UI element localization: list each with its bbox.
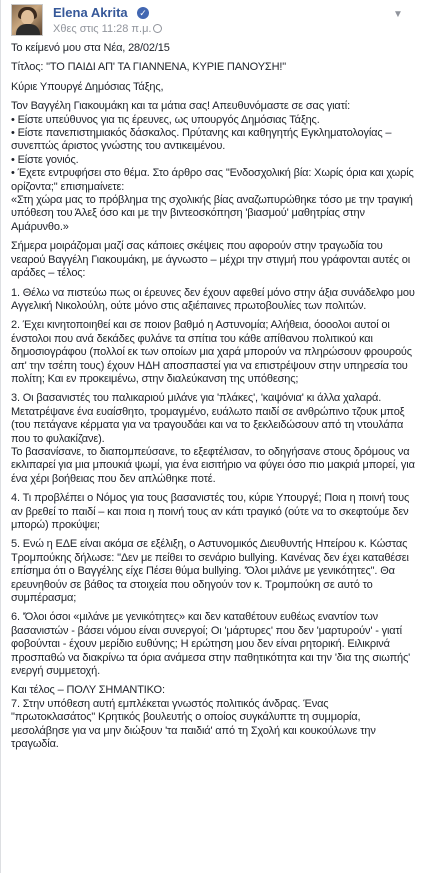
post-paragraph: 5. Ενώ η ΕΔΕ είναι ακόμα σε εξέλιξη, ο Αστυνομικός Διευθυντής Ηπείρου κ. Κώστας Τρομπούκης δήλωσε: "Δεν με πείθει το σενάριο bullying. Κανένας δεν έχει καταθέσει επίσημα ότι ο Βαγγέλης είχε Πέσει θύμα bullying. 'Όλοι μιλάνε με γενικότητες". Θα ερευνηθούν σε βάθος τα στοιχεία που οδηγούν τον κ. Τρομπούκη σε αυτό το συμπέρασμα; <box>11 538 409 605</box>
post-paragraph: 6. 'Όλοι όσοι «μιλάνε με γενικότητες» και δεν καταθέτουν ευθέως εναντίον των βασανιστών - βάσει νόμου είναι συνεργοί; Οι 'μάρτυρες' που δεν 'μαρτυρούν' - γιατί φοβούνται - έχουν μερίδιο ευθύνης; Η ερώτηση μου δεν είναι ρητορική. Ειλικρινά προσπαθώ να διακρίνω τα όρια ανάμεσα στην παθητικότητα και την 'δια της σιωπής' ενεργή συμμετοχή. <box>11 611 411 678</box>
post-paragraph: 3. Οι βασανιστές του παλικαριού μιλάνε για 'πλάκες', 'καψόνια' κι άλλα χαλαρά. Μετατρέψανε ένα ευαίσθητο, τρομαγμένο, ευάλωτο παιδί σε ανθρώπινο τζουκ μποξ (του πετάγανε κέρματα για να τραγουδάει και να το ξεκλειδώσουν από τη ντουλάπα που το φυλακίζανε). Το βασανίσανε, το διαπομπεύσανε, το εξεφτέλισαν, το οδηγήσανε στους δρόμους να εκλιπαρεί για μια μπουκιά ψωμί, για ένα εισιτήριο να φύγει όσο πιο μακριά μπορεί, για ένα χέρι βοήθειας που δεν απλώθηκε ποτέ. <box>11 392 415 485</box>
post-paragraph: Κύριε Υπουργέ Δημόσιας Τάξης, <box>11 80 164 93</box>
chevron-down-icon[interactable]: ▼ <box>393 9 403 20</box>
post-paragraph: Το κείμενό μου στα Νέα, 28/02/15 <box>11 42 170 54</box>
post-paragraph: 2. Έχει κινητοποιηθεί και σε ποιον βαθμό η Αστυνομία; Αλήθεια, όοοολοι αυτοί οι ένστολοι που ανά δεκάδες φυλάνε τα σπίτια του κάθε απίθανου πολιτικού και δημοσιογράφου (πολλοί εκ των οποίων μια χαρά μπορούν να πληρώσουν φρουρούς απ' την τσέπη τους) έχουν ΗΔΗ αποσπαστεί για να επιστρέψουν στην υπηρεσία του πολίτη; Και εν προκειμένω, στην διαλεύκανση της υπόθεσης; <box>11 319 412 385</box>
verified-badge-icon: ✓ <box>137 7 149 19</box>
post-timestamp[interactable] <box>53 22 162 36</box>
timestamp-text[interactable]: Χθες στις 11:28 π.μ. <box>53 23 152 35</box>
post-body <box>11 42 415 752</box>
post-paragraph: Σήμερα μοιράζομαι μαζί σας κάποιες σκέψεις που αφορούν στην τραγωδία του νεαρού Βαγγέλη Γιακουμάκη, με άγνωστο – μέχρι την στιγμή που γράφονται αυτές οι αράδες – τέλος: <box>11 240 410 280</box>
post-paragraph: 4. Τι προβλέπει ο Νόμος για τους βασανιστές του, κύριε Υπουργέ; Ποια η ποινή τους αν βρεθεί το παιδί – και ποια η ποινή τους αν κάτι τραγικό (ούτε να το σκεφτούμε δεν μπορώ) προκύψει; <box>11 492 410 531</box>
post-header <box>11 4 411 38</box>
post-paragraph: 1. Θέλω να πιστεύω πως οι έρευνες δεν έχουν αφεθεί μόνο στην άξια συνάδελφο μου Αγγελική Νικολούλη, ούτε μόνο στις αξιέπαινες πρωτοβουλίες των πολιτών. <box>11 286 415 312</box>
author-name[interactable]: Elena Akrita <box>53 5 128 20</box>
globe-icon <box>153 24 162 33</box>
post-paragraph: Τον Βαγγέλη Γιακουμάκη και τα μάτια σας! Απευθυνόμαστε σε σας γιατί: • Είστε υπεύθυνος για τις έρευνες, ως υπουργός Δημόσιας Τάξης. • Είστε πανεπιστημιακός δάσκαλος. Πρύτανης και καθηγητής Εγκληματολογίας – συνεπτώς άριστος γνώστης του αντικειμένου. • Είστε γονιός. • Έχετε εντρυφήσει στο θέμα. Στο άρθρο σας "Ενδοσχολική βία: Χωρίς όρια και χωρίς ορίζοντα;" επισημαίνετε: «Στη χώρα μας το πρόβλημα της σχολικής βίας αναζωπυρώθηκε τόσο με την τραγική υπόθεση του Άλεξ όσο και με την βιντεοσκόπηση 'βιασμού' μαθητρίας στην Αμάρυνθο.» <box>11 100 414 233</box>
post-paragraph: Και τέλος – ΠΟΛΥ ΣΗΜΑΝΤΙΚΟ: 7. Στην υπόθεση αυτή εμπλέκεται γνωστός πολιτικός άνδρας. Ένας "πρωτοκλασάτος" Κρητικός βουλευτής ο οποίος συγκάλυπτε τη συμμορία, μεσολάβησε για να μην διώξουν 'τα παιδιά' από τη Σχολή και κουκούλωνε την τραγωδία. <box>11 684 376 751</box>
post-paragraph: Τίτλος: "ΤΟ ΠΑΙΔΙ ΑΠ' ΤΑ ΓΙΑΝΝΕΝΑ, ΚΥΡΙΕ ΠΑΝΟΥΣΗ!" <box>11 61 287 74</box>
avatar[interactable] <box>11 4 43 36</box>
